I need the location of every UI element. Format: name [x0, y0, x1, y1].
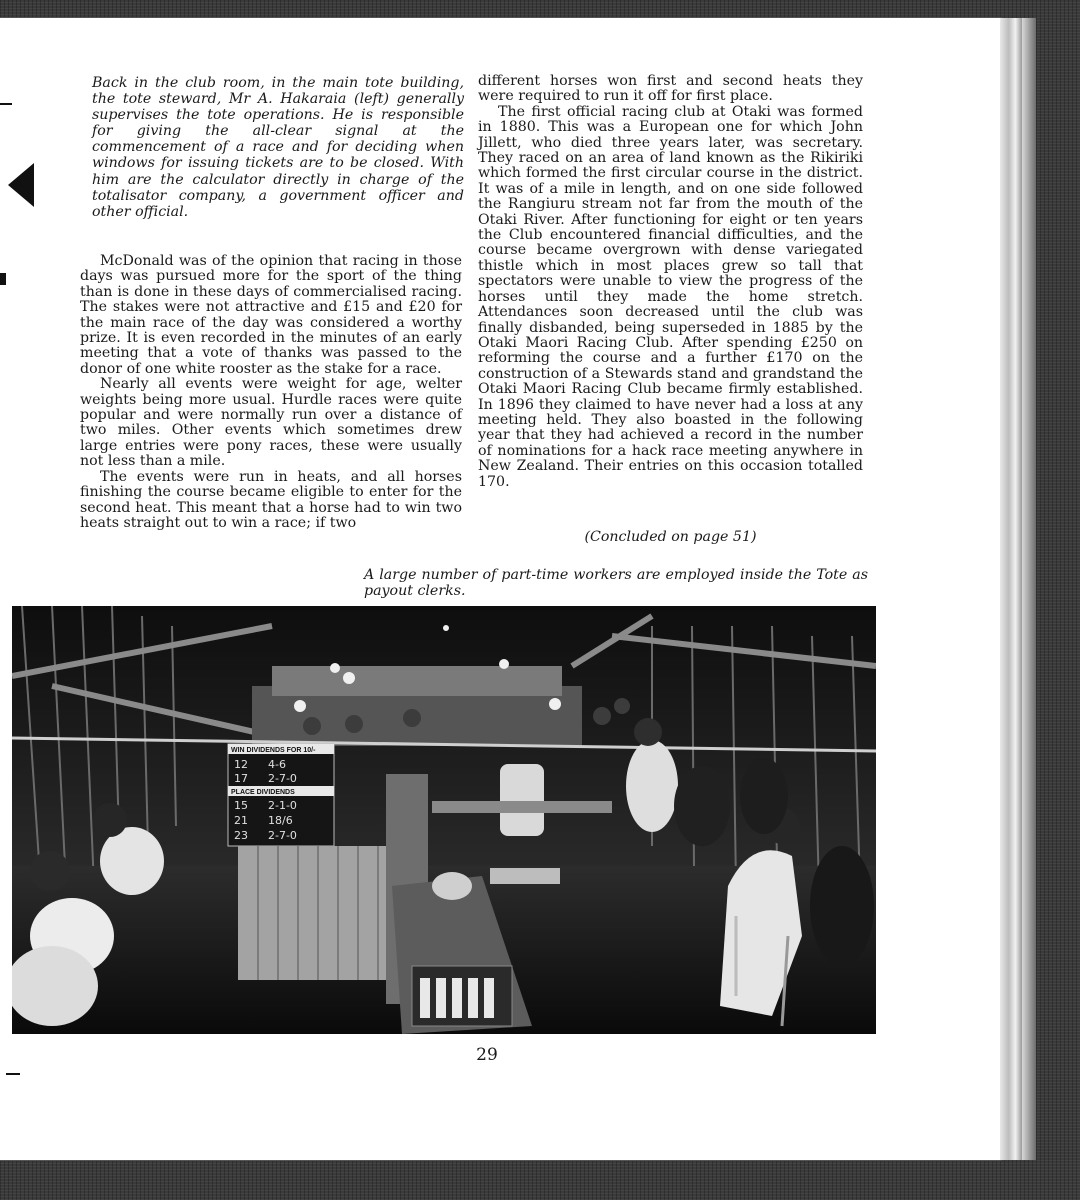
paragraph: different horses won first and second heats they were required to run it off for first place. [478, 73, 863, 105]
paragraph: Nearly all events were weight for age, welter weights being more usual. Hurdle races were quite popular and were normally run over a distance of two miles. Other events which sometimes drew large entries were pony races, these were usually not less than a mile. [80, 376, 462, 470]
paragraph: The first official racing club at Otaki was formed in 1880. This was a European one for which John Jillett, who died three years later, was secretary. They raced on an area of land known as the Rikiriki which formed the first circular course in the district. It was of a mile in length, and on one side followed the Rangiuru stream not far from the mouth of the Otaki River. After functioning for eight or ten years the Club encountered financial difficulties, and the course became overgrown with dense variegated thistle which in most places grew so tall that spectators were unable to view the progress of the horses until they made the home stretch. Attendances soon decreased until the club was finally disbanded, being superseded in 1885 by the Otaki Maori Racing Club. After spending £250 on reforming the course and a further £170 on the construction of a Stewards stand and grandstand the Otaki Maori Racing Club became firmly established. In 1896 they claimed to have never had a loss at any meeting held. They also boasted in the following year that they had achieved a record in the number of nominations for a hack race meeting anywhere in New Zealand. Their entries on this occasion totalled 170. [478, 103, 863, 490]
board-win-runner: 12 [234, 758, 248, 771]
photo-illustration [12, 606, 876, 1034]
board-win-dividend: 4-6 [268, 758, 286, 771]
board-place-dividend: 18/6 [268, 814, 293, 827]
page-edge [1000, 18, 1022, 1160]
left-arrow-icon [8, 163, 34, 207]
right-column [478, 74, 863, 490]
left-column [80, 254, 462, 531]
board-place-runner: 15 [234, 799, 248, 812]
board-win-dividend: 2-7-0 [268, 772, 297, 785]
concluded-note: (Concluded on page 51) [584, 529, 757, 545]
page-number: 29 [476, 1045, 498, 1065]
board-place-label: PLACE DIVIDENDS [231, 789, 295, 796]
board-place-runner: 23 [234, 829, 248, 842]
page-edge-shadow [1022, 18, 1036, 1160]
tote-interior-photo [12, 606, 876, 1034]
board-win-runner: 17 [234, 772, 248, 785]
margin-tick-mark [6, 1073, 20, 1075]
board-place-dividend: 2-7-0 [268, 829, 297, 842]
board-win-label: WIN DIVIDENDS FOR 10/- [231, 747, 316, 754]
paragraph: The events were run in heats, and all horses finishing the course became eligible to enter for the second heat. This meant that a horse had to win two heats straight out to win a race; if two [80, 468, 462, 531]
margin-tick-mark [0, 103, 12, 105]
board-place-runner: 21 [234, 814, 248, 827]
photo-caption: A large number of part-time workers are employed inside the Tote as payout clerks. [364, 567, 868, 599]
paragraph: McDonald was of the opinion that racing in those days was pursued more for the sport of the thing than is done in these days of commercialised racing. The stakes were not attractive and £15 and £20 for the main race of the day was considered a worthy prize. It is even recorded in the minutes of an early meeting that a vote of thanks was passed to the donor of one white rooster as the stake for a race. [80, 253, 462, 377]
margin-tick-mark [0, 273, 6, 285]
board-place-dividend: 2-1-0 [268, 799, 297, 812]
photo-caption-top: Back in the club room, in the main tote building, the tote steward, Mr A. Hakaraia (left) generally supervises the tote operations. He is responsible for giving the all-clear signal at the commencement of a race and for deciding when windows for issuing tickets are to be closed. With him are the calculator directly in charge of the totalisator company, a government officer and other official. [92, 75, 464, 220]
